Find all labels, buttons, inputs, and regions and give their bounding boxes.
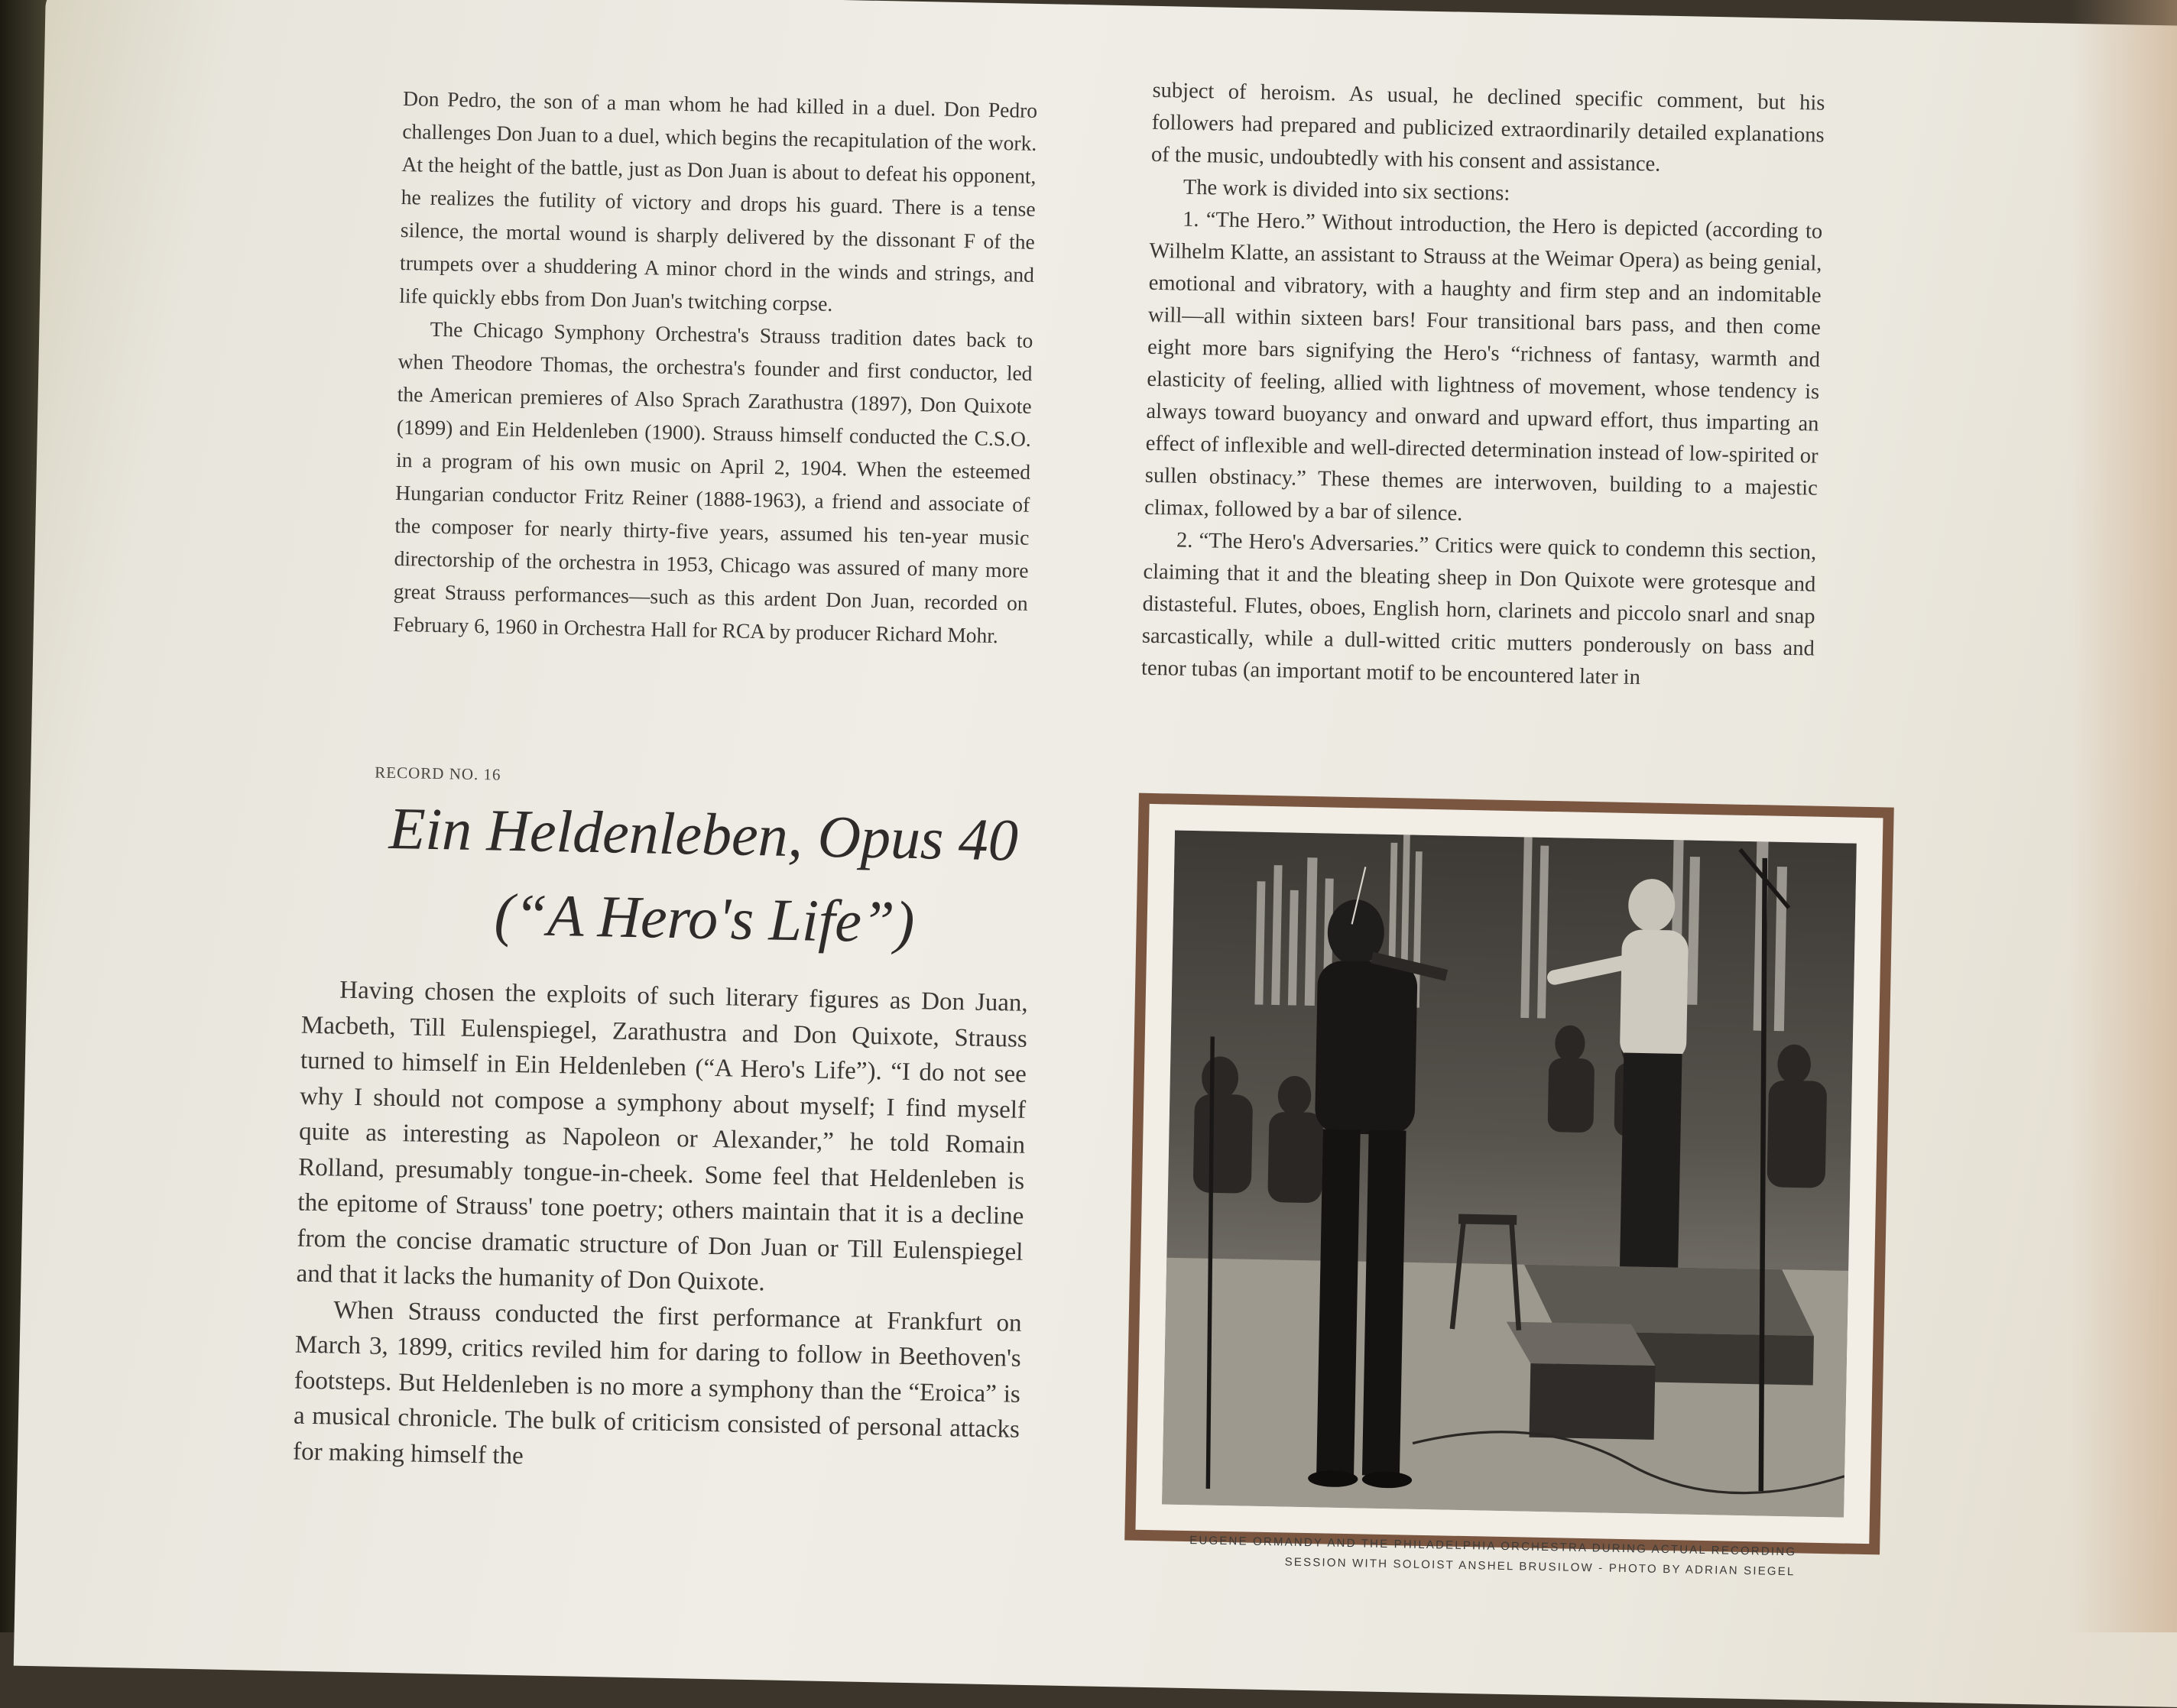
left-bottom-column [293, 972, 1028, 1483]
paragraph: Having chosen the exploits of such literary figures as Don Juan, Macbeth, Till Eulenspiegel, Zarathustra and Don Quixote, Strauss turned to himself in Ein Heldenleben (“A Hero's Life”). “I do not see why I should not compose a symphony about myself; I find myself quite as interesting as Napoleon or Alexander,” he told Romain Rolland, presumably tongue-in-cheek. Some feel that Heldenleben is the epitome of Strauss' tone poetry; others maintain that it is a decline from the concise dramatic structure of Don Juan or Till Eulenspiegel and that it lacks the humanity of Don Quixote. [296, 976, 1028, 1297]
piece-subtitle: (“A Hero's Life”) [493, 880, 916, 956]
paragraph: When Strauss conducted the first performance at Frankfurt on March 3, 1899, critics reviled him for daring to follow in Beethoven's footsteps. But Heldenleben is no more a symphony than the “Eroica” is a musical chronicle. The bulk of criticism consisted of personal attacks for making himself the [292, 1296, 1022, 1470]
photo-frame [1124, 793, 1894, 1555]
photo-caption-line1: EUGENE ORMANDY AND THE PHILADELPHIA ORCHESTRA DURING ACTUAL RECORDING [1189, 1534, 1797, 1559]
piece-title: Ein Heldenleben, Opus 40 [388, 794, 1019, 873]
record-number: RECORD NO. 16 [375, 763, 501, 784]
right-top-column [1141, 75, 1825, 698]
paragraph: 2. “The Hero's Adversaries.” Critics were quick to condemn this section, claiming that it and the bleating sheep in Don Quixote were grotesque and distasteful. Flutes, oboes, English horn, clarinets and piccolo snarl and snap sarcastically, while a dull-witted critic mutters ponderously on bass and tenor tubas (an important motif to be encountered later in [1140, 528, 1817, 690]
paragraph: The work is divided into six sections: [1183, 175, 1510, 206]
photo-caption-line2: SESSION WITH SOLOIST ANSHEL BRUSILOW - PHOTO BY ADRIAN SIEGEL [1284, 1555, 1796, 1579]
paragraph: subject of heroism. As usual, he declined specific comment, but his followers had prepared and publicized extraordinarily detailed explanations of the music, undoubtedly with his consent and assistance. [1150, 78, 1825, 177]
paragraph: The Chicago Symphony Orchestra's Strauss tradition dates back to when Theodore Thomas, the orchestra's founder and first conductor, led the American premieres of Also Sprach Zarathustra (1897), Don Quixote (1899) and Ein Heldenleben (1900). Strauss himself conducted the C.S.O. in a program of his own music on April 2, 1904. When the esteemed Hungarian conductor Fritz Reiner (1888-1963), a friend and associate of the composer for nearly thirty-five years, assumed his ten-year music directorship of the orchestra in 1953, Chicago was assured of many more great Strauss performances—such as this ardent Don Juan, recorded on February 6, 1960 in Orchestra Hall for RCA by producer Richard Mohr. [392, 316, 1033, 648]
orchestra-photo [1162, 831, 1857, 1518]
paragraph: 1. “The Hero.” Without introduction, the Hero is depicted (according to Wilhelm Klatte, an assistant to Strauss at the Weimar Opera) as being genial, emotional and vibratory, with a haughty and firm step and an indomitable will—all within sixteen bars! Four transitional bars pass, and then come eight more bars signifying the Hero's “richness of fantasy, warmth and elasticity of feeling, allied with lightness of movement, whose tendency is always toward buoyancy and onward and upward effort, thus imparting an effect of inflexible and well-directed determination instead of low-spirited or sullen obstinacy.” These themes are interwoven, building to a majestic climax, followed by a bar of silence. [1144, 207, 1823, 526]
paragraph: Don Pedro, the son of a man whom he had killed in a duel. Don Pedro challenges Don Juan to a duel, which begins the recapitulation of the work. At the height of the battle, just as Don Juan is about to defeat his opponent, he realizes the futility of victory and drops his guard. There is a tense silence, the mortal wound is sharply delivered by the dissonant F of the trumpets over a shuddering A minor chord in the winds and strings, and life quickly ebbs from Don Juan's twitching corpse. [398, 86, 1038, 316]
orchestra-photo-illustration [1162, 831, 1857, 1518]
page-edge-shadow [2070, 0, 2177, 1632]
left-top-column [393, 82, 1038, 653]
booklet-page [14, 0, 2177, 1707]
